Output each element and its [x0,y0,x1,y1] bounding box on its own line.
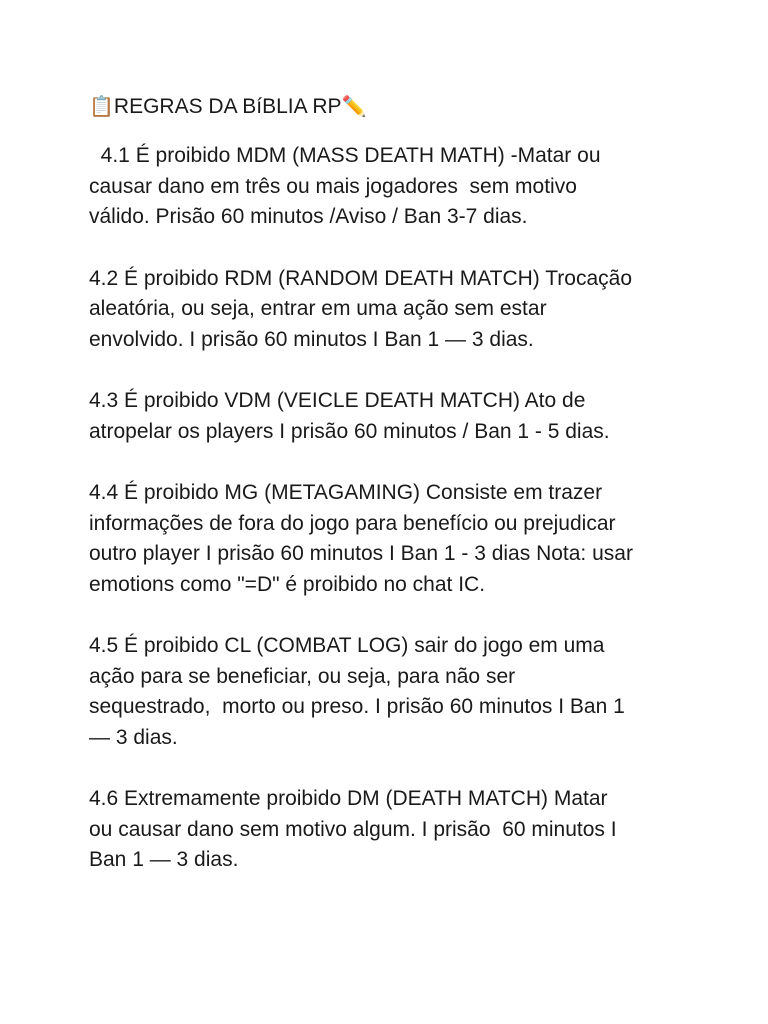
rule-line: emotions como "=D" é proibido no chat IC. [89,572,486,596]
rule-line: válido. Prisão 60 minutos /Aviso / Ban 3-7 dias. [89,205,528,228]
document-title-text: REGRAS DA BíBLIA RP [113,95,342,118]
rule-line: — 3 dias. [89,725,178,749]
rule-paragraph [89,264,709,356]
rule-line: 4.6 Extremamente proibido DM (DEATH MATCH) Matar [89,787,608,810]
document-page [89,88,709,907]
rule-line: 4.3 É proibido VDM (VEICLE DEATH MATCH) Ato de [89,389,586,412]
rule-line: envolvido. I prisão 60 minutos I Ban 1 — 3 dias. [89,327,534,351]
rule-line: sequestrado, morto ou preso. I prisão 60 minutos I Ban 1 [89,695,625,718]
rule-line: causar dano em três ou mais jogadores sem motivo [89,174,577,198]
rule-line: 4.4 É proibido MG (METAGAMING) Consiste em trazer [89,481,603,504]
rule-line: ação para se beneficiar, ou seja, para não ser [89,664,516,688]
rule-line: ou causar dano sem motivo algum. I prisão 60 minutos I [89,817,617,841]
rule-paragraph [89,386,709,447]
rule-paragraph [89,141,709,233]
rule-line: 4.2 É proibido RDM (RANDOM DEATH MATCH) Trocação [89,266,632,290]
document-title [89,88,709,125]
rule-line: atropelar os players I prisão 60 minutos / Ban 1 - 5 dias. [89,419,610,443]
rule-paragraph [89,478,709,600]
rule-paragraph [89,631,709,753]
rule-line: aleatória, ou seja, entrar em uma ação sem estar [89,297,547,320]
clipboard-icon: 📋 [89,94,114,118]
rule-line: informações de fora do jogo para benefício ou prejudicar [89,511,616,535]
rule-line: 4.1 É proibido MDM (MASS DEATH MATH) -Matar ou [89,144,601,167]
rule-line: Ban 1 — 3 dias. [89,848,239,871]
rule-line: outro player I prisão 60 minutos I Ban 1 - 3 dias Nota: usar [89,542,633,565]
rule-paragraph [89,784,709,876]
rules-list [89,141,709,876]
pencil-icon: ✏️ [341,94,367,118]
rule-line: 4.5 É proibido CL (COMBAT LOG) sair do jogo em uma [89,634,605,657]
